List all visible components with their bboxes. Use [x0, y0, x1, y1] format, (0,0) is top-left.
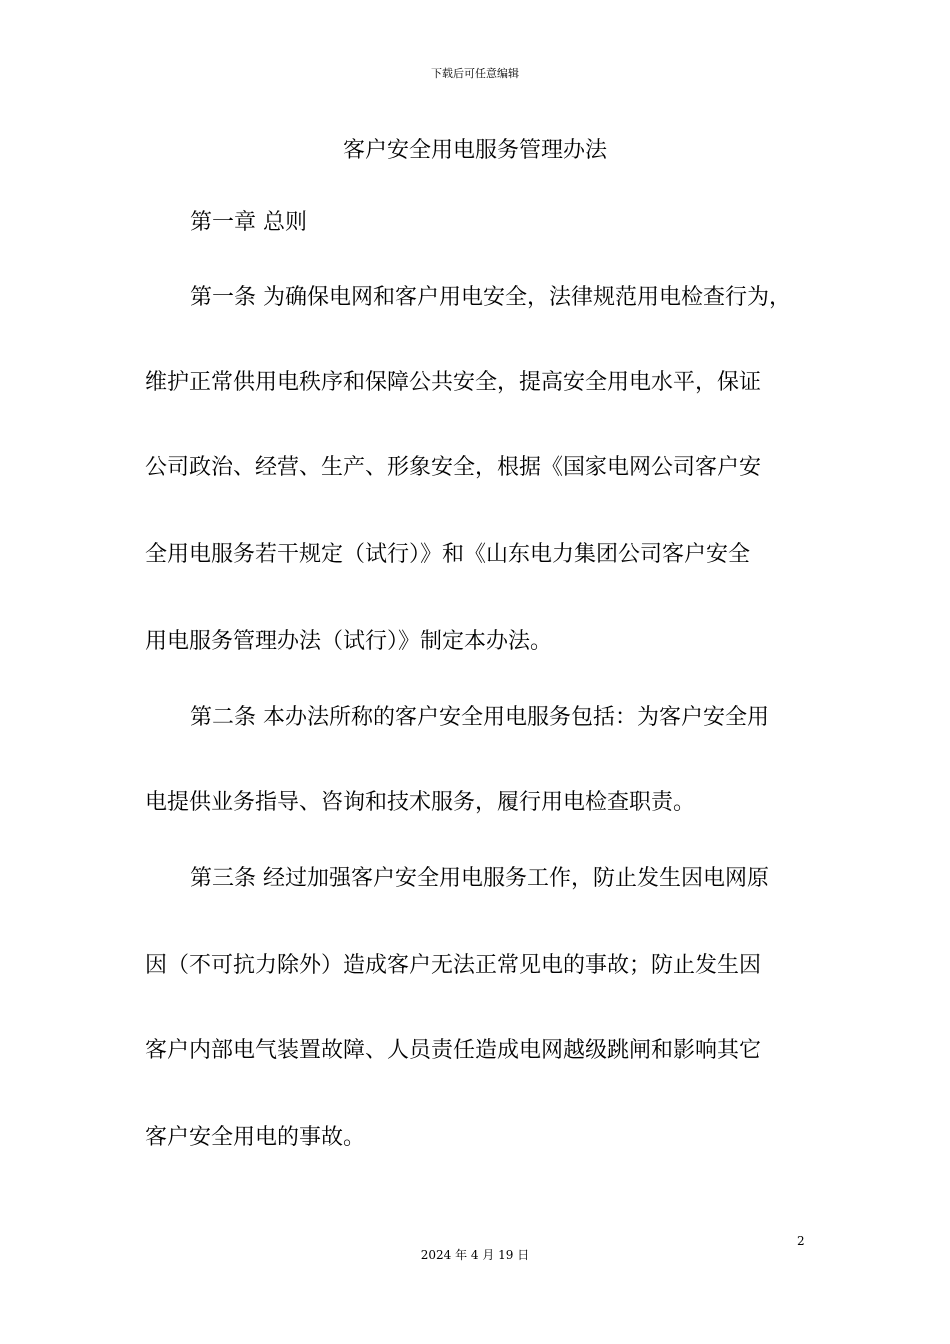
article-2-line-1: 第二条 本办法所称的客户安全用电服务包括：为客户安全用 — [190, 705, 769, 730]
article-3-line-4: 客户安全用电的事故。 — [145, 1125, 366, 1150]
article-1-line-1: 第一条 为确保电网和客户用电安全，法律规范用电检查行为， — [190, 285, 791, 310]
article-1-line-5: 用电服务管理办法（试行）》制定本办法。 — [145, 629, 553, 654]
article-1-line-4: 全用电服务若干规定（试行）》和《山东电力集团公司客户安全 — [145, 542, 751, 567]
article-3-line-1: 第三条 经过加强客户安全用电服务工作，防止发生因电网原 — [190, 866, 769, 891]
header-note: 下载后可任意编辑 — [431, 67, 519, 80]
chapter-heading: 第一章 总则 — [190, 210, 307, 235]
page-number: 2 — [797, 1234, 805, 1248]
article-2-line-2: 电提供业务指导、咨询和技术服务，履行用电检查职责。 — [145, 790, 696, 815]
article-3-line-3: 客户内部电气装置故障、人员责任造成电网越级跳闸和影响其它 — [145, 1038, 762, 1063]
footer-date: 2024 年 4 月 19 日 — [420, 1248, 530, 1262]
article-1-line-3: 公司政治、经营、生产、形象安全，根据《国家电网公司客户安 — [145, 455, 762, 480]
article-3-line-2: 因（不可抗力除外）造成客户无法正常见电的事故；防止发生因 — [145, 953, 762, 978]
article-1-line-2: 维护正常供用电秩序和保障公共安全，提高安全用电水平，保证 — [145, 370, 762, 395]
document-title: 客户安全用电服务管理办法 — [342, 138, 607, 163]
